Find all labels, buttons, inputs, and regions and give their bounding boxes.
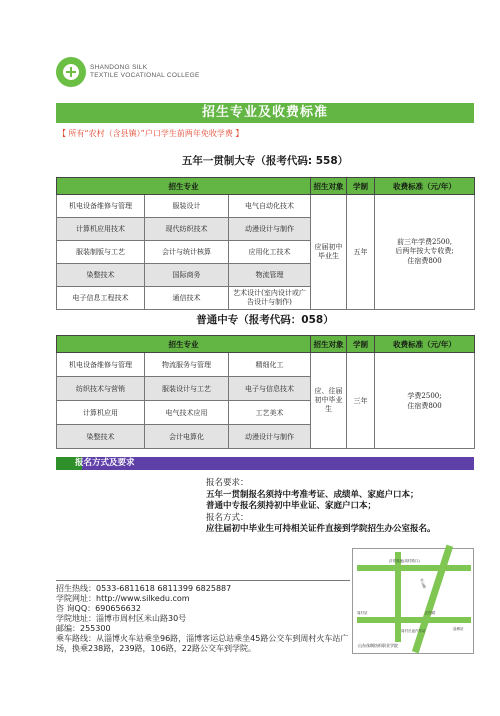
major-cell: 艺术设计(室内设计或广告设计与制作): [229, 287, 311, 310]
major-cell: 服装设计: [145, 195, 229, 218]
contact-website[interactable]: 学院网址：http://www.silkedu.com: [56, 594, 190, 603]
major-cell: 服装设计与工艺: [145, 377, 229, 401]
table-row: [57, 353, 475, 377]
target-cell: 应、往届初中毕业生: [311, 353, 347, 449]
major-cell: 精细化工: [229, 353, 311, 377]
major-cell: 纺织技术与营销: [57, 377, 145, 401]
requirement-five-year: 五年一贯制报名须持中考准考证、成绩单、家庭户口本；: [206, 489, 419, 500]
page-title: 招生专业及收费标准: [56, 103, 474, 123]
header-majors: 招生专业: [57, 178, 311, 195]
location-map: [352, 548, 474, 654]
map-road-middle: [357, 617, 471, 623]
major-cell: 计算机应用技术: [57, 218, 145, 241]
fee-line: 住宿费800: [407, 401, 442, 410]
fees-cell: [375, 353, 475, 449]
requirement-ordinary: 普通中专报名须持初中毕业证、家庭户口本；: [206, 501, 377, 511]
major-cell: 电子信息工程技术: [57, 287, 145, 310]
map-caption: 山东丝绸纺织职业学院: [358, 643, 398, 648]
requirements-label: 报名要求：: [206, 478, 249, 488]
contact-address: 学院地址：淄博市周村区米山路30号: [56, 614, 187, 623]
school-name-line1: SHANDONG SILK: [90, 64, 148, 71]
college-logo: [56, 57, 86, 87]
header-target: 招生对象: [311, 178, 347, 195]
fee-line: 学费2500;: [407, 391, 442, 400]
contact-bus-route: 乘车路线：从淄博火车站乘坐96路，淄博客运总站乘坐45路公交车到周村火车站广场，换乘238路，239路，106路，22路公交车到学院。: [56, 634, 349, 653]
header-fees: 收费标准（元/年）: [375, 178, 475, 195]
contact-hotline: 招生热线：0533-6811618 6811399 6825887: [56, 584, 232, 593]
major-cell: 服装制版与工艺: [57, 241, 145, 264]
school-name-line2: TEXTILE VOCATIONAL COLLEGE: [90, 72, 200, 79]
header-duration: 学制: [347, 336, 375, 353]
registration-method: 应往届初中毕业生可持相关证件直接到学院招生办公室报名。: [206, 524, 436, 534]
duration-cell: 五年: [347, 195, 375, 310]
major-cell: 计算机应用: [57, 401, 145, 425]
target-cell: 应届初中毕业生: [311, 195, 347, 310]
ordinary-program-table: [56, 335, 475, 449]
major-cell: 应用化工技术: [229, 241, 311, 264]
map-label-zhoucun-station: 周村站: [357, 611, 368, 615]
header-duration: 学制: [347, 178, 375, 195]
header-fees: 收费标准（元/年）: [375, 336, 475, 353]
table-header-row: [57, 336, 475, 353]
major-cell: 染整技术: [57, 425, 145, 449]
contact-info: [56, 580, 350, 654]
ordinary-section-title: 普通中专（报考代码：058）: [196, 314, 334, 326]
five-year-program-table: [56, 177, 475, 310]
header-majors: 招生专业: [57, 336, 311, 353]
method-label: 报名方式：: [206, 512, 249, 523]
map-label-highway: 济青高速(周村路口): [389, 559, 420, 563]
table-row: [57, 195, 475, 218]
map-label-zhengyang-road: 正阳路: [425, 611, 436, 615]
rural-tuition-notice: 【 所有“农村（含县镇）”户口学生前两年免收学费 】: [58, 129, 244, 138]
major-cell: 机电设备维修与管理: [57, 195, 145, 218]
major-cell: 通信技术: [145, 287, 229, 310]
registration-requirements: [206, 478, 500, 536]
major-cell: 物流服务与管理: [145, 353, 229, 377]
divider: [56, 580, 350, 581]
major-cell: 染整技术: [57, 264, 145, 287]
major-cell: 工艺美术: [229, 401, 311, 425]
major-cell: 会计电算化: [145, 425, 229, 449]
major-cell: 电气技术应用: [145, 401, 229, 425]
school-english-name: [90, 64, 200, 80]
major-cell: 国际商务: [145, 264, 229, 287]
five-year-section-title: 五年一贯制大专（报考代码: 558）: [181, 155, 349, 167]
major-cell: 动漫设计与制作: [229, 425, 311, 449]
map-label-zibo-station: 淄博站: [453, 627, 464, 631]
major-cell: 现代纺织技术: [145, 218, 229, 241]
map-label-bus-station: 周村长途汽车站: [401, 629, 426, 633]
major-cell: 电子与信息技术: [229, 377, 311, 401]
registration-band-label: 报名方式及要求: [75, 458, 135, 468]
table-header-row: [57, 178, 475, 195]
major-cell: 电气自动化技术: [229, 195, 311, 218]
major-cell: 物流管理: [229, 264, 311, 287]
major-cell: 动漫设计与制作: [229, 218, 311, 241]
fee-line: 住宿费800: [407, 256, 442, 265]
contact-postcode: 邮编：255300: [56, 624, 111, 633]
contact-qq: 咨 询QQ：690656632: [56, 604, 141, 613]
map-label-mishan-road: 米山路: [419, 577, 427, 589]
fee-line: 后两年按大专收费;: [395, 247, 454, 256]
major-cell: 机电设备维修与管理: [57, 353, 145, 377]
header-target: 招生对象: [311, 336, 347, 353]
fees-cell: [375, 195, 475, 310]
major-cell: 会计与统计核算: [145, 241, 229, 264]
map-road-top: [357, 565, 471, 571]
fee-line: 前三年学费2500,: [396, 237, 453, 246]
duration-cell: 三年: [347, 353, 375, 449]
